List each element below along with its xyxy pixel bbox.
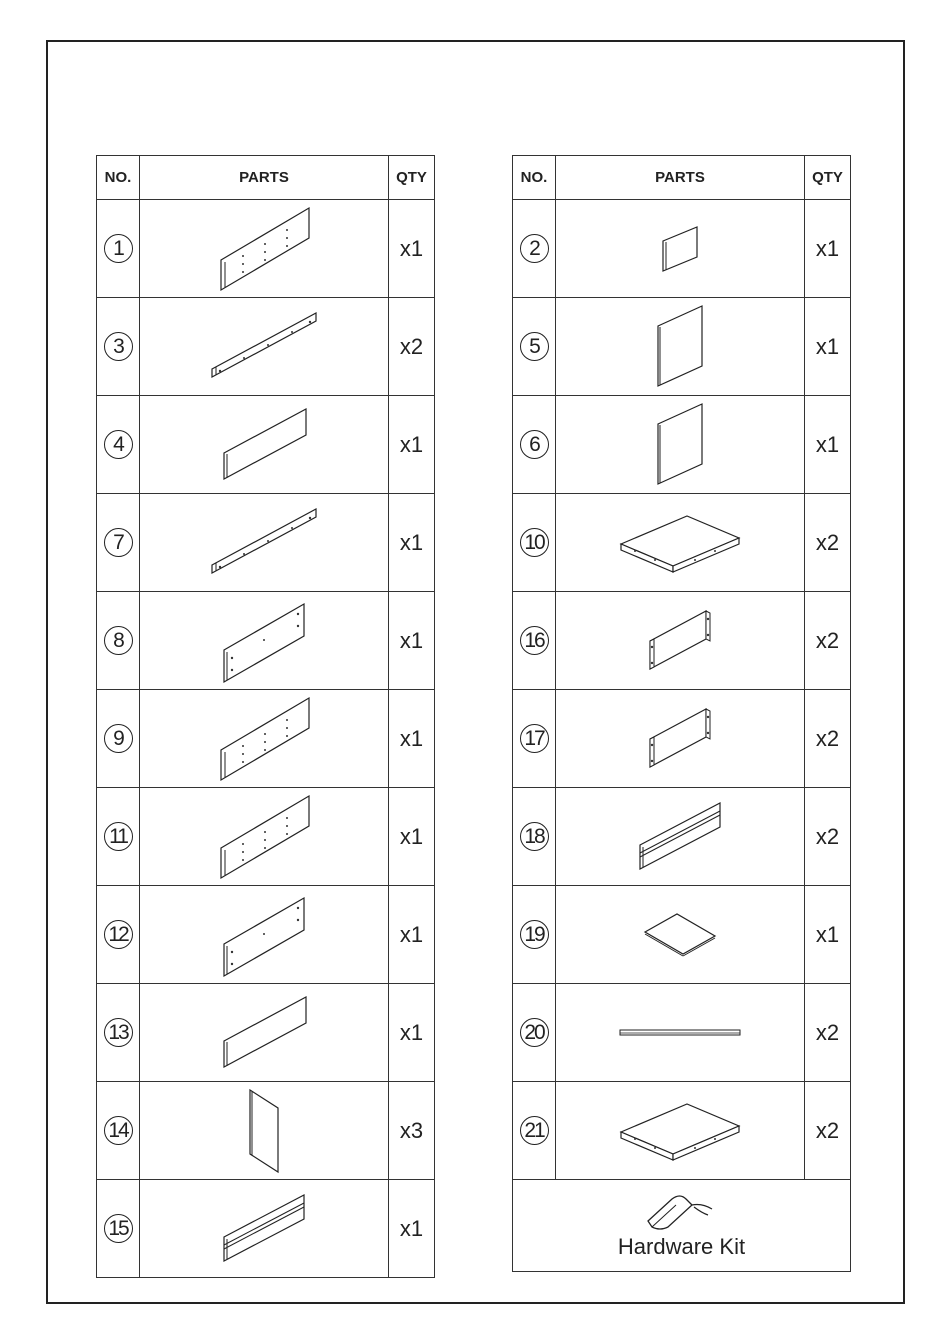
part-illustration-cell xyxy=(140,984,389,1082)
table-row xyxy=(97,592,435,690)
grooved-panel-icon xyxy=(556,797,804,877)
long-panel-with-holes-icon xyxy=(140,694,388,784)
part-illustration-cell xyxy=(140,200,389,298)
part-quantity: x1 xyxy=(389,396,435,494)
table-row xyxy=(97,1180,435,1278)
table-row xyxy=(97,984,435,1082)
part-illustration-cell xyxy=(556,886,805,984)
part-quantity: x2 xyxy=(805,592,851,690)
plain-panel-icon xyxy=(140,993,388,1073)
part-number: 21 xyxy=(520,1116,549,1145)
part-quantity: x2 xyxy=(805,494,851,592)
part-number-cell xyxy=(513,1082,556,1180)
parts-table-left xyxy=(96,155,435,1278)
part-number: 13 xyxy=(104,1018,133,1047)
part-number: 1 xyxy=(104,234,133,263)
part-number-cell xyxy=(513,494,556,592)
table-row xyxy=(97,1082,435,1180)
part-illustration-cell xyxy=(556,984,805,1082)
hardware-kit-label: Hardware Kit xyxy=(617,1234,746,1259)
part-quantity: x2 xyxy=(805,1082,851,1180)
part-number-cell xyxy=(97,788,140,886)
part-number-cell xyxy=(513,298,556,396)
part-illustration-cell xyxy=(556,298,805,396)
rail-icon xyxy=(140,307,388,387)
part-number: 18 xyxy=(520,822,549,851)
part-illustration-cell xyxy=(556,200,805,298)
part-number: 10 xyxy=(520,528,549,557)
part-number: 11 xyxy=(104,822,133,851)
part-number: 7 xyxy=(104,528,133,557)
table-row xyxy=(513,886,851,984)
part-quantity: x1 xyxy=(389,1180,435,1278)
table-row xyxy=(97,788,435,886)
part-number-cell xyxy=(513,200,556,298)
part-number-cell xyxy=(513,592,556,690)
part-number: 3 xyxy=(104,332,133,361)
header-no: NO. xyxy=(513,156,556,200)
table-row xyxy=(97,690,435,788)
table-row xyxy=(97,298,435,396)
part-illustration-cell xyxy=(556,1082,805,1180)
long-panel-with-holes-icon xyxy=(140,204,388,294)
table-header-row xyxy=(513,156,851,200)
part-number: 2 xyxy=(520,234,549,263)
part-quantity: x1 xyxy=(389,592,435,690)
square-board-icon xyxy=(556,304,804,390)
part-number-cell xyxy=(97,1082,140,1180)
drawer-side-icon xyxy=(556,601,804,681)
part-quantity: x1 xyxy=(805,396,851,494)
part-quantity: x1 xyxy=(389,984,435,1082)
part-number-cell xyxy=(97,396,140,494)
table-row xyxy=(97,886,435,984)
table-row xyxy=(513,690,851,788)
part-number: 14 xyxy=(104,1116,133,1145)
part-illustration-cell xyxy=(140,1082,389,1180)
part-illustration-cell xyxy=(140,592,389,690)
flat-shelf-icon xyxy=(556,510,804,576)
part-number-cell xyxy=(97,984,140,1082)
part-quantity: x1 xyxy=(805,886,851,984)
part-quantity: x1 xyxy=(389,494,435,592)
part-number: 12 xyxy=(104,920,133,949)
part-illustration-cell xyxy=(140,396,389,494)
part-number: 5 xyxy=(520,332,549,361)
part-illustration-cell xyxy=(556,788,805,886)
part-quantity: x1 xyxy=(805,298,851,396)
header-no: NO. xyxy=(97,156,140,200)
part-number-cell xyxy=(513,690,556,788)
grooved-panel-icon xyxy=(140,1189,388,1269)
part-illustration-cell xyxy=(140,788,389,886)
part-number-cell xyxy=(513,984,556,1082)
part-quantity: x2 xyxy=(805,984,851,1082)
table-row xyxy=(97,396,435,494)
part-quantity: x3 xyxy=(389,1082,435,1180)
part-illustration-cell xyxy=(140,886,389,984)
thin-board-icon xyxy=(140,1086,388,1176)
part-number: 16 xyxy=(520,626,549,655)
part-quantity: x2 xyxy=(805,690,851,788)
part-number-cell xyxy=(97,886,140,984)
part-number-cell xyxy=(97,592,140,690)
long-panel-with-holes-icon xyxy=(140,792,388,882)
part-quantity: x1 xyxy=(805,200,851,298)
part-number-cell xyxy=(513,396,556,494)
table-row xyxy=(513,592,851,690)
part-illustration-cell xyxy=(556,396,805,494)
part-number-cell xyxy=(513,886,556,984)
part-illustration-cell xyxy=(140,690,389,788)
table-row xyxy=(97,494,435,592)
part-number: 4 xyxy=(104,430,133,459)
table-row xyxy=(513,494,851,592)
table-row xyxy=(513,788,851,886)
header-parts: PARTS xyxy=(556,156,805,200)
table-row xyxy=(513,984,851,1082)
header-qty: QTY xyxy=(389,156,435,200)
square-board-icon xyxy=(556,402,804,488)
part-number: 9 xyxy=(104,724,133,753)
part-number: 20 xyxy=(520,1018,549,1047)
hardware-kit-cell xyxy=(513,1180,851,1272)
part-number-cell xyxy=(97,1180,140,1278)
part-illustration-cell xyxy=(140,298,389,396)
rail-icon xyxy=(140,503,388,583)
part-number-cell xyxy=(97,200,140,298)
panel-with-holes-icon xyxy=(140,892,388,978)
part-quantity: x1 xyxy=(389,200,435,298)
part-number-cell xyxy=(97,494,140,592)
part-quantity: x1 xyxy=(389,788,435,886)
table-row xyxy=(513,200,851,298)
table-row xyxy=(513,298,851,396)
part-number: 8 xyxy=(104,626,133,655)
plain-panel-icon xyxy=(140,405,388,485)
part-number: 15 xyxy=(104,1214,133,1243)
table-row xyxy=(97,200,435,298)
runner-rod-icon xyxy=(556,1023,804,1043)
part-quantity: x2 xyxy=(805,788,851,886)
part-number-cell xyxy=(97,298,140,396)
table-header-row xyxy=(97,156,435,200)
small-board-icon xyxy=(556,221,804,277)
part-number: 19 xyxy=(520,920,549,949)
part-illustration-cell xyxy=(140,1180,389,1278)
panel-with-holes-icon xyxy=(140,598,388,684)
part-number: 6 xyxy=(520,430,549,459)
part-quantity: x1 xyxy=(389,886,435,984)
part-number-cell xyxy=(97,690,140,788)
flat-shelf-icon xyxy=(556,1098,804,1164)
header-parts: PARTS xyxy=(140,156,389,200)
part-illustration-cell xyxy=(556,494,805,592)
part-illustration-cell xyxy=(556,592,805,690)
parts-table-right xyxy=(512,155,851,1272)
header-qty: QTY xyxy=(805,156,851,200)
part-quantity: x2 xyxy=(389,298,435,396)
part-number-cell xyxy=(513,788,556,886)
part-number: 17 xyxy=(520,724,549,753)
part-quantity: x1 xyxy=(389,690,435,788)
hardware-kit-row xyxy=(513,1180,851,1272)
part-illustration-cell xyxy=(140,494,389,592)
drawer-side-icon xyxy=(556,699,804,779)
table-row xyxy=(513,396,851,494)
flat-sheet-icon xyxy=(556,910,804,960)
table-row xyxy=(513,1082,851,1180)
part-illustration-cell xyxy=(556,690,805,788)
